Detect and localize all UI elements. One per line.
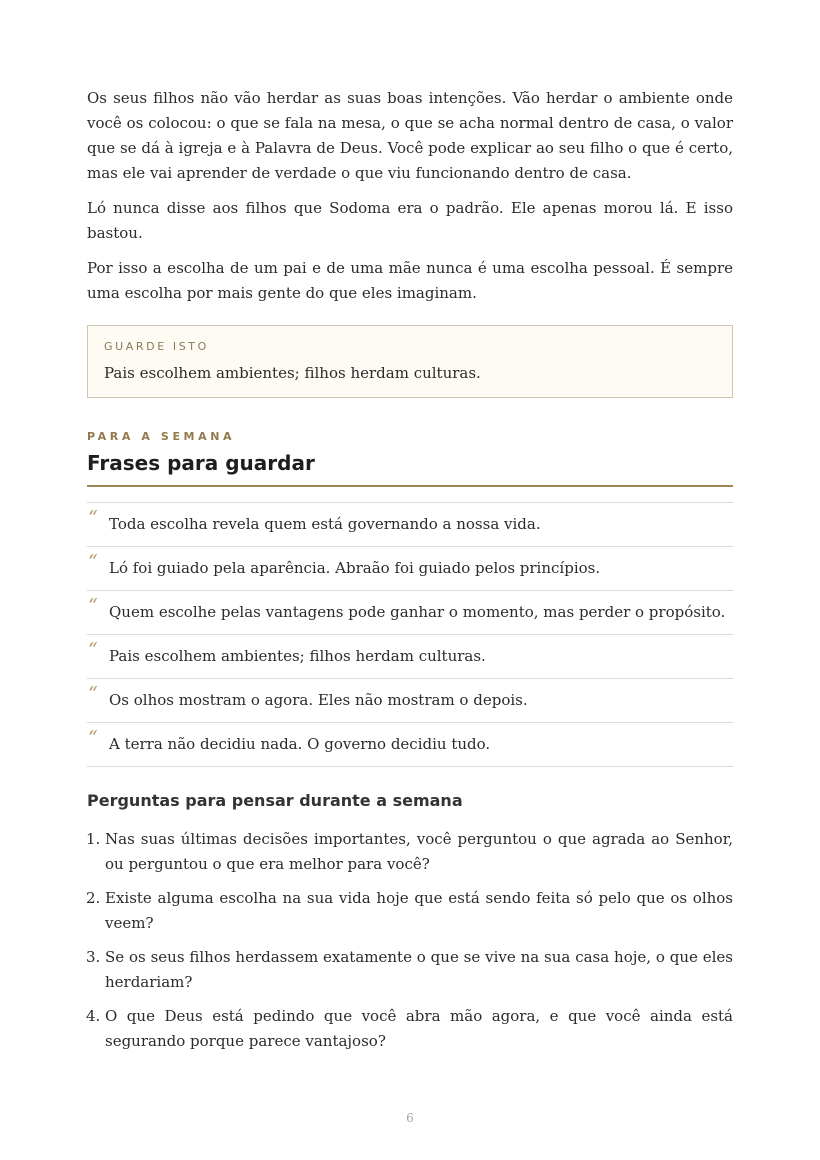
quote-item bbox=[87, 635, 733, 679]
quote-mark-icon: “ bbox=[88, 551, 98, 573]
question-item bbox=[87, 1004, 733, 1054]
section-kicker: PARA A SEMANA bbox=[87, 430, 236, 443]
quote-item bbox=[87, 503, 733, 547]
quote-text: Pais escolhem ambientes; filhos herdam culturas. bbox=[109, 647, 486, 665]
quote-mark-icon: “ bbox=[88, 507, 98, 529]
quote-item bbox=[87, 547, 733, 591]
quote-text: Quem escolhe pelas vantagens pode ganhar o momento, mas perder o propósito. bbox=[109, 603, 726, 621]
question-number: 1. bbox=[86, 830, 101, 848]
question-item bbox=[87, 945, 733, 995]
quote-mark-icon: “ bbox=[88, 683, 98, 705]
quote-text: Toda escolha revela quem está governando a nossa vida. bbox=[109, 515, 541, 533]
question-number: 4. bbox=[86, 1007, 101, 1025]
questions-title: Perguntas para pensar durante a semana bbox=[87, 791, 463, 810]
quote-item bbox=[87, 591, 733, 635]
intro-paragraph: Ló nunca disse aos filhos que Sodoma era o padrão. Ele apenas morou lá. E isso bastou. bbox=[87, 199, 733, 242]
quote-item bbox=[87, 679, 733, 723]
callout-box bbox=[87, 325, 733, 398]
question-text: Existe alguma escolha na sua vida hoje que está sendo feita só pelo que os olhos veem? bbox=[105, 889, 733, 932]
question-text: Nas suas últimas decisões importantes, você perguntou o que agrada ao Senhor, ou perguntou o que era melhor para você? bbox=[105, 830, 733, 873]
question-number: 3. bbox=[86, 948, 101, 966]
quote-text: A terra não decidiu nada. O governo decidiu tudo. bbox=[109, 735, 491, 753]
callout-text: Pais escolhem ambientes; filhos herdam culturas. bbox=[104, 364, 481, 382]
quote-mark-icon: “ bbox=[88, 639, 98, 661]
question-list bbox=[87, 827, 733, 1054]
quote-list bbox=[87, 502, 733, 767]
question-text: O que Deus está pedindo que você abra mão agora, e que você ainda está segurando porque parece vantajoso? bbox=[105, 1007, 733, 1050]
section-title: Frases para guardar bbox=[87, 451, 733, 487]
question-text: Se os seus filhos herdassem exatamente o que se vive na sua casa hoje, o que eles herdariam? bbox=[105, 948, 733, 991]
intro-paragraph: Os seus filhos não vão herdar as suas boas intenções. Vão herdar o ambiente onde você os colocou: o que se fala na mesa, o que se acha normal dentro de casa, o valor que se dá à igreja e à Palavra de Deus. Você pode explicar ao seu filho o que é certo, mas ele vai aprender de verdade o que viu funcionando dentro de casa. bbox=[87, 89, 733, 182]
page-number: 6 bbox=[406, 1111, 414, 1125]
question-number: 2. bbox=[86, 889, 101, 907]
question-item bbox=[87, 886, 733, 936]
intro-paragraph: Por isso a escolha de um pai e de uma mãe nunca é uma escolha pessoal. É sempre uma escolha por mais gente do que eles imaginam. bbox=[87, 259, 733, 302]
quote-mark-icon: “ bbox=[88, 595, 98, 617]
quote-mark-icon: “ bbox=[88, 727, 98, 749]
question-item bbox=[87, 827, 733, 877]
callout-label: GUARDE ISTO bbox=[104, 340, 209, 353]
quote-item bbox=[87, 723, 733, 767]
quote-text: Ló foi guiado pela aparência. Abraão foi guiado pelos princípios. bbox=[109, 559, 601, 577]
page-content bbox=[87, 86, 733, 1063]
quote-text: Os olhos mostram o agora. Eles não mostram o depois. bbox=[109, 691, 528, 709]
